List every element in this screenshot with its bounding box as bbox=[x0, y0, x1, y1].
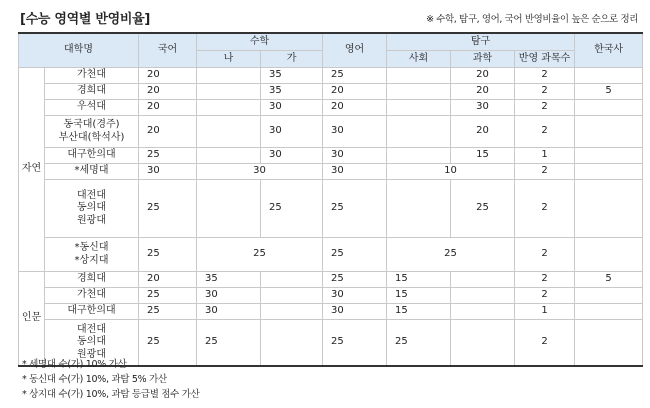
cell-social bbox=[387, 84, 451, 100]
cell-korean: 20 bbox=[139, 116, 197, 148]
univ-name: 경희대 bbox=[45, 272, 139, 288]
cell-korean: 30 bbox=[139, 164, 197, 180]
cell-ga bbox=[261, 272, 323, 288]
cell-na bbox=[197, 100, 261, 116]
cell-count: 2 bbox=[515, 68, 575, 84]
cell-na bbox=[197, 84, 261, 100]
header-math: 수학 bbox=[197, 33, 323, 51]
cell-count: 2 bbox=[515, 272, 575, 288]
univ-name-line: 대전대 bbox=[77, 189, 106, 201]
cell-ga: 25 bbox=[261, 180, 323, 238]
univ-name: 대구한의대 bbox=[45, 304, 139, 320]
cell-english: 30 bbox=[323, 148, 387, 164]
univ-name: *세명대 bbox=[45, 164, 139, 180]
footnote: * 동신대 수(가) 10%, 과탐 5% 가산 bbox=[22, 374, 167, 385]
cell-na: 30 bbox=[197, 304, 261, 320]
cell-history bbox=[575, 288, 643, 304]
cell-english: 30 bbox=[323, 116, 387, 148]
table-row bbox=[19, 180, 643, 238]
cell-english: 25 bbox=[323, 238, 387, 272]
cell-history bbox=[575, 164, 643, 180]
cell-history bbox=[575, 304, 643, 320]
univ-name bbox=[45, 238, 139, 272]
univ-name-line: 동국대(경주) bbox=[63, 119, 120, 130]
cell-count: 2 bbox=[515, 164, 575, 180]
cell-history bbox=[575, 148, 643, 164]
cell-history bbox=[575, 320, 643, 366]
group-label-humanities: 인문 bbox=[19, 272, 45, 366]
header-univ: 대학명 bbox=[19, 33, 139, 68]
cell-ga: 30 bbox=[261, 116, 323, 148]
cell-math-merged: 25 bbox=[197, 238, 323, 272]
header-history: 한국사 bbox=[575, 33, 643, 68]
univ-name-line: *동신대 bbox=[74, 242, 109, 253]
table-row bbox=[19, 148, 643, 164]
cell-english: 30 bbox=[323, 304, 387, 320]
cell-korean: 20 bbox=[139, 100, 197, 116]
cell-math-merged: 30 bbox=[197, 164, 323, 180]
table-row bbox=[19, 304, 643, 320]
cell-social: 15 bbox=[387, 304, 451, 320]
header-social: 사회 bbox=[387, 51, 451, 68]
cell-social bbox=[387, 148, 451, 164]
cell-ga bbox=[261, 304, 323, 320]
cell-korean: 25 bbox=[139, 148, 197, 164]
univ-name-line: *상지대 bbox=[74, 254, 109, 266]
header-math-ga: 가 bbox=[261, 51, 323, 68]
cell-na: 30 bbox=[197, 288, 261, 304]
cell-science: 25 bbox=[451, 180, 515, 238]
univ-name: 가천대 bbox=[45, 68, 139, 84]
univ-name: 대구한의대 bbox=[45, 148, 139, 164]
cell-korean: 20 bbox=[139, 68, 197, 84]
cell-korean: 20 bbox=[139, 84, 197, 100]
cell-count: 2 bbox=[515, 116, 575, 148]
cell-science bbox=[451, 320, 515, 366]
cell-english: 25 bbox=[323, 68, 387, 84]
cell-english: 20 bbox=[323, 100, 387, 116]
cell-history: 5 bbox=[575, 272, 643, 288]
cell-na bbox=[197, 116, 261, 148]
cell-history bbox=[575, 100, 643, 116]
cell-count: 2 bbox=[515, 100, 575, 116]
cell-korean: 25 bbox=[139, 288, 197, 304]
cell-na bbox=[197, 148, 261, 164]
group-label-science: 자연 bbox=[19, 68, 45, 272]
table-row bbox=[19, 238, 643, 272]
cell-history bbox=[575, 180, 643, 238]
table-row bbox=[19, 100, 643, 116]
cell-count: 1 bbox=[515, 148, 575, 164]
cell-english: 25 bbox=[323, 320, 387, 366]
header-english: 영어 bbox=[323, 33, 387, 68]
cell-count: 2 bbox=[515, 320, 575, 366]
header-count: 반영 과목수 bbox=[515, 51, 575, 68]
cell-english: 25 bbox=[323, 272, 387, 288]
univ-name-line: 부산대(학석사) bbox=[58, 131, 125, 143]
cell-social bbox=[387, 100, 451, 116]
cell-social: 15 bbox=[387, 272, 451, 288]
cell-korean: 25 bbox=[139, 180, 197, 238]
univ-name: 가천대 bbox=[45, 288, 139, 304]
cell-science bbox=[451, 272, 515, 288]
cell-science bbox=[451, 288, 515, 304]
cell-history: 5 bbox=[575, 84, 643, 100]
univ-name-line: 동의대 bbox=[77, 202, 106, 214]
cell-english: 30 bbox=[323, 288, 387, 304]
univ-name-line: 동의대 bbox=[77, 336, 106, 347]
cell-ga bbox=[261, 288, 323, 304]
cell-science: 20 bbox=[451, 84, 515, 100]
cell-social bbox=[387, 116, 451, 148]
footnote: * 상지대 수(가) 10%, 과탐 등급별 점수 가산 bbox=[22, 389, 200, 400]
cell-korean: 25 bbox=[139, 304, 197, 320]
page-title: [수능 영역별 반영비율] bbox=[20, 12, 151, 27]
cell-ga: 35 bbox=[261, 68, 323, 84]
cell-count: 2 bbox=[515, 180, 575, 238]
cell-count: 2 bbox=[515, 84, 575, 100]
cell-ga: 30 bbox=[261, 148, 323, 164]
cell-history bbox=[575, 116, 643, 148]
univ-name-line: 대전대 bbox=[77, 323, 106, 335]
cell-english: 30 bbox=[323, 164, 387, 180]
cell-science: 20 bbox=[451, 116, 515, 148]
table-row bbox=[19, 288, 643, 304]
univ-name-line: 원광대 bbox=[77, 214, 106, 226]
cell-english: 25 bbox=[323, 180, 387, 238]
cell-count: 2 bbox=[515, 288, 575, 304]
cell-na bbox=[197, 180, 261, 238]
cell-inquiry-merged: 25 bbox=[387, 238, 515, 272]
univ-name: 경희대 bbox=[45, 84, 139, 100]
table-row bbox=[19, 272, 643, 288]
footnote: * 세명대 수(가) 10% 가산 bbox=[22, 359, 127, 370]
cell-social: 15 bbox=[387, 288, 451, 304]
cell-history bbox=[575, 238, 643, 272]
cell-ga bbox=[261, 320, 323, 366]
cell-na: 25 bbox=[197, 320, 261, 366]
table-row bbox=[19, 116, 643, 148]
cell-social bbox=[387, 180, 451, 238]
ratio-table bbox=[18, 32, 643, 367]
cell-ga: 30 bbox=[261, 100, 323, 116]
table-row bbox=[19, 164, 643, 180]
cell-count: 1 bbox=[515, 304, 575, 320]
cell-science: 15 bbox=[451, 148, 515, 164]
cell-english: 20 bbox=[323, 84, 387, 100]
table-row bbox=[19, 84, 643, 100]
cell-na bbox=[197, 68, 261, 84]
header-math-na: 나 bbox=[197, 51, 261, 68]
cell-ga: 35 bbox=[261, 84, 323, 100]
cell-history bbox=[575, 68, 643, 84]
cell-science: 20 bbox=[451, 68, 515, 84]
cell-korean: 25 bbox=[139, 238, 197, 272]
header-korean: 국어 bbox=[139, 33, 197, 68]
cell-social: 25 bbox=[387, 320, 451, 366]
univ-name: 우석대 bbox=[45, 100, 139, 116]
header-science: 과학 bbox=[451, 51, 515, 68]
cell-korean: 25 bbox=[139, 320, 197, 366]
cell-korean: 20 bbox=[139, 272, 197, 288]
univ-name bbox=[45, 180, 139, 238]
cell-science bbox=[451, 304, 515, 320]
header-inquiry: 탐구 bbox=[387, 33, 575, 51]
cell-inquiry-merged: 10 bbox=[387, 164, 515, 180]
cell-science: 30 bbox=[451, 100, 515, 116]
table-row bbox=[19, 68, 643, 84]
cell-social bbox=[387, 68, 451, 84]
sort-note: ※ 수학, 탐구, 영어, 국어 반영비율이 높은 순으로 정리 bbox=[426, 14, 638, 25]
univ-name-line: 원광대 bbox=[77, 348, 106, 360]
univ-name bbox=[45, 116, 139, 148]
cell-count: 2 bbox=[515, 238, 575, 272]
cell-na: 35 bbox=[197, 272, 261, 288]
